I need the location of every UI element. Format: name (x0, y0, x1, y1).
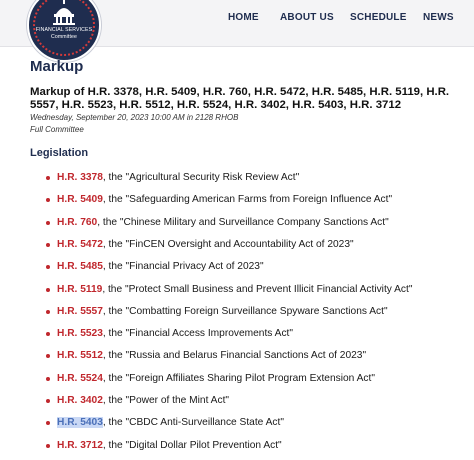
legislation-item (46, 238, 466, 252)
bill-number-link[interactable]: H.R. 3402 (57, 395, 103, 406)
top-navigation-bar (0, 0, 474, 47)
list-bullet-icon (46, 288, 50, 292)
bill-number-link[interactable]: H.R. 5119 (57, 283, 103, 295)
page-title: Markup (30, 58, 84, 75)
markup-datetime: Wednesday, September 20, 2023 10:00 AM in 2128 RHOB (30, 113, 239, 122)
bill-title: , the "Russia and Belarus Financial Sanctions Act of 2023" (102, 350, 367, 362)
list-bullet-icon (46, 354, 50, 358)
bill-title: , the "Protect Small Business and Prevent Illicit Financial Activity Act" (102, 283, 413, 295)
legislation-item (46, 349, 466, 363)
list-bullet-icon (46, 243, 50, 247)
list-bullet-icon (46, 176, 50, 180)
bill-title: , the "Foreign Affiliates Sharing Pilot Program Extension Act" (102, 372, 375, 384)
legislation-item (46, 394, 466, 408)
legislation-item-text (57, 327, 293, 341)
committee-logo[interactable] (27, 0, 101, 62)
legislation-item-text (57, 394, 229, 408)
bill-number-link[interactable]: H.R. 5524 (57, 372, 103, 384)
bill-number-link[interactable]: H.R. 5523 (57, 328, 103, 340)
legislation-item-text (57, 283, 412, 297)
legislation-item (46, 416, 466, 430)
list-bullet-icon (46, 265, 50, 269)
nav-schedule[interactable]: SCHEDULE (350, 12, 407, 23)
committee-name: Full Committee (30, 125, 84, 134)
legislation-item (46, 372, 466, 386)
bill-number-link[interactable]: H.R. 5512 (57, 350, 103, 362)
bill-title: , the "Financial Access Improvements Act" (102, 328, 293, 340)
legislation-item-text (57, 372, 375, 386)
logo-line-2: Committee (51, 34, 77, 40)
list-bullet-icon (46, 444, 50, 448)
legislation-item-text (57, 216, 389, 230)
bill-number-link[interactable]: H.R. 760 (57, 216, 98, 228)
legislation-item-text (57, 171, 299, 185)
list-bullet-icon (46, 221, 50, 225)
bill-number-link[interactable]: H.R. 3378 (57, 172, 103, 183)
capitol-dome-icon (50, 0, 78, 26)
list-bullet-icon (46, 377, 50, 381)
bill-title: , the "Power of the Mint Act" (102, 395, 230, 406)
bill-number-link[interactable]: H.R. 5472 (57, 238, 103, 250)
bill-title: , the "Digital Dollar Pilot Prevention Act" (102, 439, 282, 451)
bill-number-link[interactable]: H.R. 3712 (57, 439, 103, 451)
legislation-item (46, 305, 466, 319)
bill-title: , the "Combatting Foreign Surveillance Spyware Sanctions Act" (102, 305, 388, 317)
legislation-item-text (57, 416, 284, 430)
bill-number-link[interactable]: H.R. 5409 (57, 194, 103, 206)
legislation-item-text (57, 260, 264, 274)
nav-home[interactable]: HOME (228, 12, 259, 23)
list-bullet-icon (46, 332, 50, 336)
legislation-item (46, 171, 466, 185)
legislation-item (46, 327, 466, 341)
bill-title: , the "Chinese Military and Surveillance Company Sanctions Act" (97, 216, 389, 228)
legislation-item (46, 439, 466, 453)
nav-about-us[interactable]: ABOUT US (280, 12, 334, 23)
bill-title: , the "Financial Privacy Act of 2023" (102, 261, 264, 273)
legislation-item (46, 216, 466, 230)
legislation-item-text (57, 349, 366, 363)
logo-line-1: FINANCIAL SERVICES (35, 27, 93, 33)
list-bullet-icon (46, 399, 50, 403)
list-bullet-icon (46, 310, 50, 314)
list-bullet-icon (46, 421, 50, 425)
legislation-item (46, 260, 466, 274)
list-bullet-icon (46, 198, 50, 202)
bill-title: , the "Agricultural Security Risk Review Act" (102, 172, 300, 183)
legislation-item-text (57, 238, 354, 252)
bill-number-link[interactable]: H.R. 5403 (57, 417, 103, 429)
legislation-item-text (57, 439, 282, 453)
bill-title: , the "Safeguarding American Farms from Foreign Influence Act" (102, 194, 393, 206)
legislation-item-text (57, 305, 388, 319)
legislation-heading: Legislation (30, 147, 89, 159)
legislation-item (46, 193, 466, 207)
legislation-item-text (57, 193, 392, 207)
nav-news[interactable]: NEWS (423, 12, 454, 23)
bill-number-link[interactable]: H.R. 5557 (57, 305, 103, 317)
markup-heading: Markup of H.R. 3378, H.R. 5409, H.R. 760, H.R. 5472, H.R. 5485, H.R. 5119, H.R. 5557, H.R. 5523, H.R. 5512, H.R. 5524, H.R. 3402, H.R. 5403, H.R. 3712 (30, 86, 450, 111)
bill-title: , the "FinCEN Oversight and Accountability Act of 2023" (102, 238, 354, 250)
bill-number-link[interactable]: H.R. 5485 (57, 261, 103, 273)
bill-title: , the "CBDC Anti-Surveillance State Act" (102, 417, 284, 429)
legislation-item (46, 283, 466, 297)
